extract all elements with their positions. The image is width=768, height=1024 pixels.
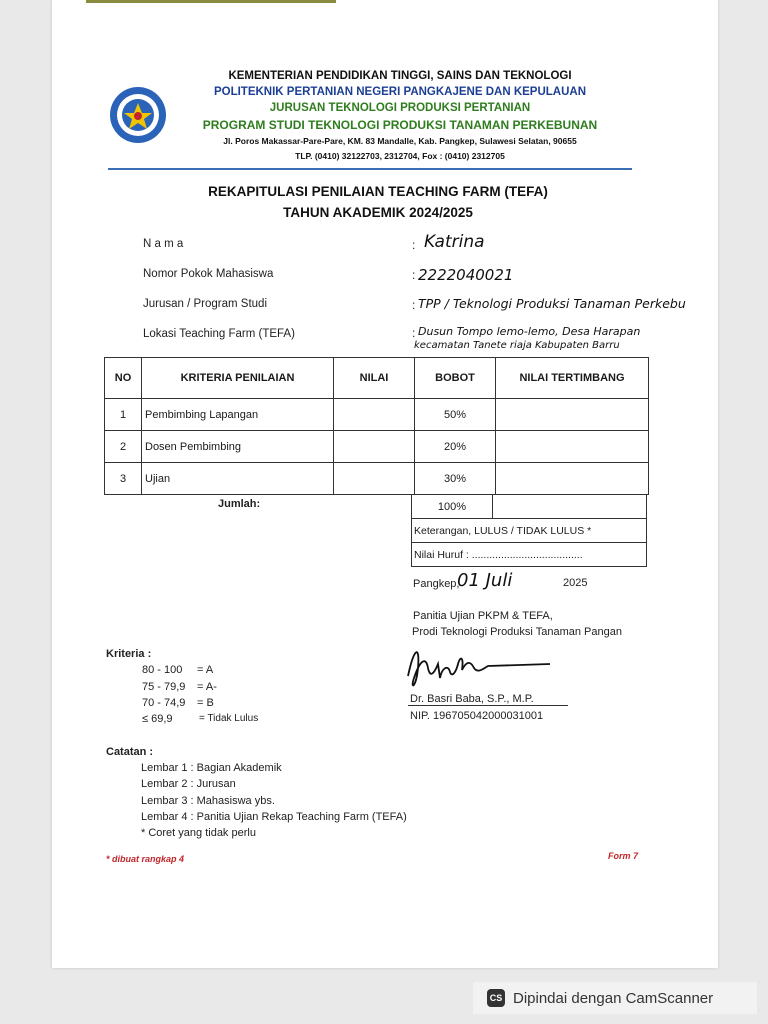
- header-criteria: KRITERIA PENILAIAN: [142, 358, 334, 399]
- row-weighted: [496, 399, 649, 431]
- form-number: Form 7: [608, 851, 639, 861]
- header-department: JURUSAN TEKNOLOGI PRODUKSI PERTANIAN: [269, 102, 531, 114]
- camscanner-text: Dipindai dengan CamScanner: [513, 989, 714, 1007]
- document-title: REKAPITULASI PENILAIAN TEACHING FARM (TEFA): [208, 184, 548, 199]
- nim-label: Nomor Pokok Mahasiswa: [143, 268, 274, 280]
- nim-colon: :: [412, 268, 416, 282]
- header-program: PROGRAM STUDI TEKNOLOGI PRODUKSI TANAMAN PERKEBUNAN: [202, 118, 598, 132]
- jumlah-label: Jumlah:: [218, 498, 261, 510]
- name-label: N a m a: [143, 238, 184, 250]
- program-label: Jurusan / Program Studi: [143, 298, 268, 310]
- kriteria-grade: = B: [197, 697, 214, 709]
- header-polytechnic: POLITEKNIK PERTANIAN NEGERI PANGKAJENE DAN KEPULAUAN: [213, 86, 587, 98]
- kriteria-title: Kriteria :: [106, 648, 152, 660]
- table-row: [105, 431, 649, 463]
- catatan-item: Lembar 2 : Jurusan: [141, 778, 236, 790]
- table-header-row: [105, 358, 649, 399]
- catatan-title: Catatan :: [106, 746, 154, 758]
- summary-box: [411, 494, 647, 567]
- signature-year: 2025: [563, 577, 588, 589]
- row-weight: 50%: [415, 399, 496, 431]
- kriteria-range: 80 - 100: [142, 664, 183, 676]
- catatan-item: Lembar 3 : Mahasiswa ybs.: [141, 795, 275, 807]
- committee-label: Panitia Ujian PKPM & TEFA,: [413, 610, 553, 622]
- signature-date: 01 Juli: [457, 570, 513, 591]
- signature-underline: [408, 705, 568, 706]
- program-value: TPP / Teknologi Produksi Tanaman Perkebu: [418, 296, 686, 311]
- nim-value: 2222040021: [418, 266, 514, 284]
- row-criteria: Pembimbing Lapangan: [142, 399, 334, 431]
- row-weight: 30%: [415, 463, 496, 495]
- signature-place: Pangkep,: [413, 578, 460, 590]
- prodi-label: Prodi Teknologi Produksi Tanaman Pangan: [412, 626, 622, 638]
- camscanner-icon: CS: [487, 989, 505, 1007]
- header-divider: [108, 168, 632, 170]
- camscanner-watermark: [473, 982, 757, 1014]
- header-score: NILAI: [334, 358, 415, 399]
- scan-edge-strip: [86, 0, 336, 3]
- handwritten-signature: [404, 638, 554, 694]
- footer-note: * dibuat rangkap 4: [106, 854, 185, 864]
- row-weighted: [496, 431, 649, 463]
- name-value: Katrina: [424, 232, 485, 252]
- location-colon: :: [412, 326, 416, 340]
- catatan-item: Lembar 4 : Panitia Ujian Rekap Teaching Farm (TEFA): [141, 811, 407, 823]
- header-ministry: KEMENTERIAN PENDIDIKAN TINGGI, SAINS DAN TEKNOLOGI: [228, 70, 572, 82]
- keterangan: Keterangan, LULUS / TIDAK LULUS *: [412, 519, 646, 543]
- table-row: [105, 399, 649, 431]
- signatory-nip: NIP. 196705042000031001: [410, 710, 544, 722]
- summary-total-row: [412, 495, 646, 519]
- row-score: [334, 431, 415, 463]
- header-address: Jl. Poros Makassar-Pare-Pare, KM. 83 Mandalle, Kab. Pangkep, Sulawesi Selatan, 90655: [223, 136, 577, 146]
- row-weighted: [496, 463, 649, 495]
- catatan-item: Lembar 1 : Bagian Akademik: [141, 762, 282, 774]
- assessment-table: [104, 357, 649, 495]
- table-row: [105, 463, 649, 495]
- header-weight: BOBOT: [415, 358, 496, 399]
- signatory-name: Dr. Basri Baba, S.P., M.P.: [410, 693, 534, 705]
- name-colon: :: [412, 238, 416, 252]
- kriteria-grade: = A: [197, 664, 214, 676]
- location-value-line2: kecamatan Tanete riaja Kabupaten Barru: [414, 340, 620, 351]
- document-subtitle: TAHUN AKADEMIK 2024/2025: [283, 205, 473, 220]
- row-score: [334, 463, 415, 495]
- header-weighted: NILAI TERTIMBANG: [496, 358, 649, 399]
- row-no: 2: [105, 431, 142, 463]
- header-no: NO: [105, 358, 142, 399]
- row-no: 3: [105, 463, 142, 495]
- header-contact: TLP. (0410) 32122703, 2312704, Fox : (0410) 2312705: [295, 151, 505, 161]
- kriteria-grade: = A-: [197, 681, 217, 693]
- nilai-huruf: Nilai Huruf : ......................................: [414, 548, 583, 561]
- row-criteria: Ujian: [142, 463, 334, 495]
- kriteria-grade: = Tidak Lulus: [199, 713, 259, 724]
- institution-logo: [108, 85, 168, 145]
- row-score: [334, 399, 415, 431]
- total-weight: 100%: [412, 495, 493, 518]
- catatan-item: * Coret yang tidak perlu: [141, 827, 256, 839]
- row-criteria: Dosen Pembimbing: [142, 431, 334, 463]
- location-label: Lokasi Teaching Farm (TEFA): [143, 328, 295, 340]
- program-colon: :: [412, 298, 416, 312]
- kriteria-range: 70 - 74,9: [142, 697, 186, 709]
- kriteria-range: ≤ 69,9: [142, 713, 173, 725]
- row-weight: 20%: [415, 431, 496, 463]
- location-value-line1: Dusun Tompo lemo-lemo, Desa Harapan: [418, 325, 641, 338]
- kriteria-range: 75 - 79,9: [142, 681, 186, 693]
- row-no: 1: [105, 399, 142, 431]
